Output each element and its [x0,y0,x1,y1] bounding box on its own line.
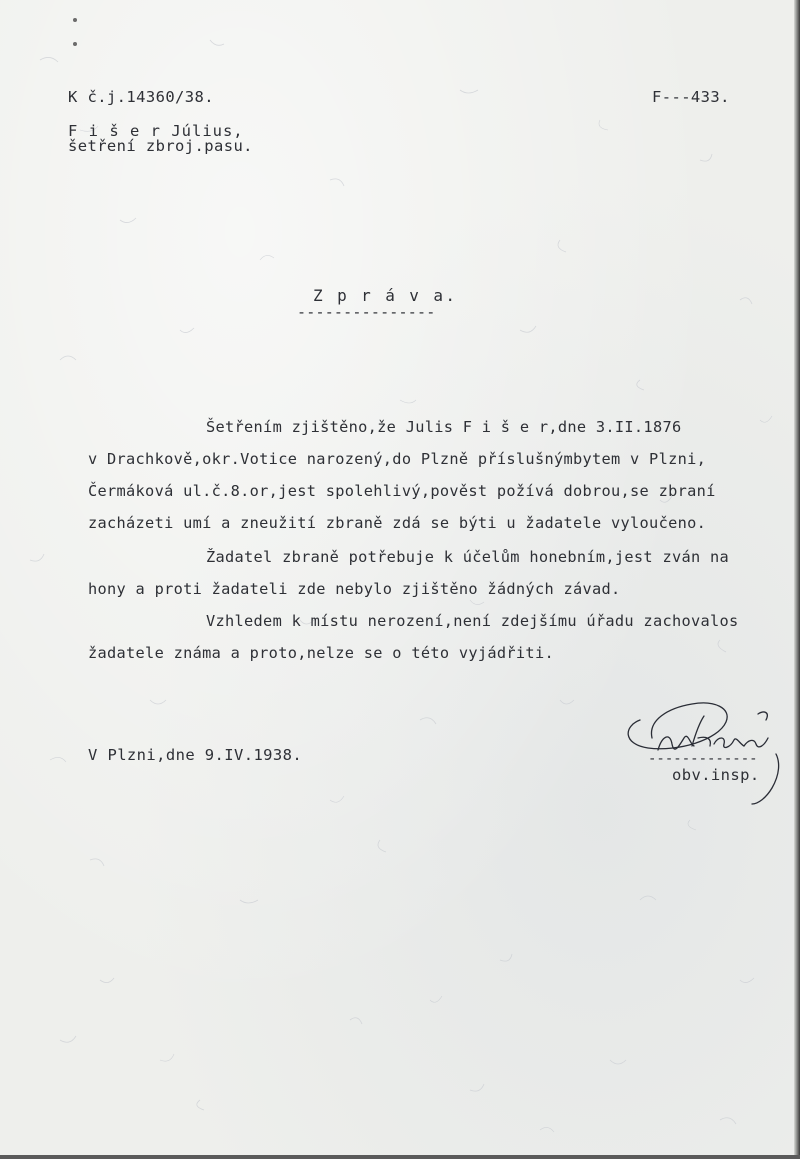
body-line: Vzhledem k místu nerození,není zdejšímu úřadu zachovalos [206,612,739,630]
page-edge-shadow [794,0,800,1159]
signatory-title: obv.insp. [672,766,760,784]
body-line: žadatele známa a proto,nelze se o této vyjádřiti. [88,644,554,662]
place-and-date: V Plzni,dne 9.IV.1938. [88,746,303,764]
body-line: Šetřením zjištěno,že Julis F i š e r,dne 3.II.1876 [206,418,682,436]
body-line: Čermáková ul.č.8.or,jest spolehlivý,pověst požívá dobrou,se zbraní [88,482,716,500]
applicant-name: F i š e r Július, [68,122,244,140]
body-line: hony a proti žadateli zde nebylo zjištěno žádných závad. [88,580,621,598]
paper-speck [73,18,77,22]
body-line: Žadatel zbraně potřebuje k účelům honebním,jest zván na [206,548,730,566]
body-line: v Drachkově,okr.Votice narozený,do Plzně příslušnýmbytem v Plzni, [88,450,707,468]
title-underline: --------------- [297,303,436,321]
signature-line: ------------- [648,751,758,767]
handwritten-signature [618,692,793,807]
document-title: Z p r á v a. [313,286,458,305]
file-number: F---433. [652,88,730,106]
body-line: zacházeti umí a zneužití zbraně zdá se býti u žadatele vyloučeno. [88,514,707,532]
page-bottom-edge [0,1155,800,1159]
reference-number: K č.j.14360/38. [68,88,214,106]
paper-speck [73,42,77,46]
subject-line: šetření zbroj.pasu. [68,137,253,155]
